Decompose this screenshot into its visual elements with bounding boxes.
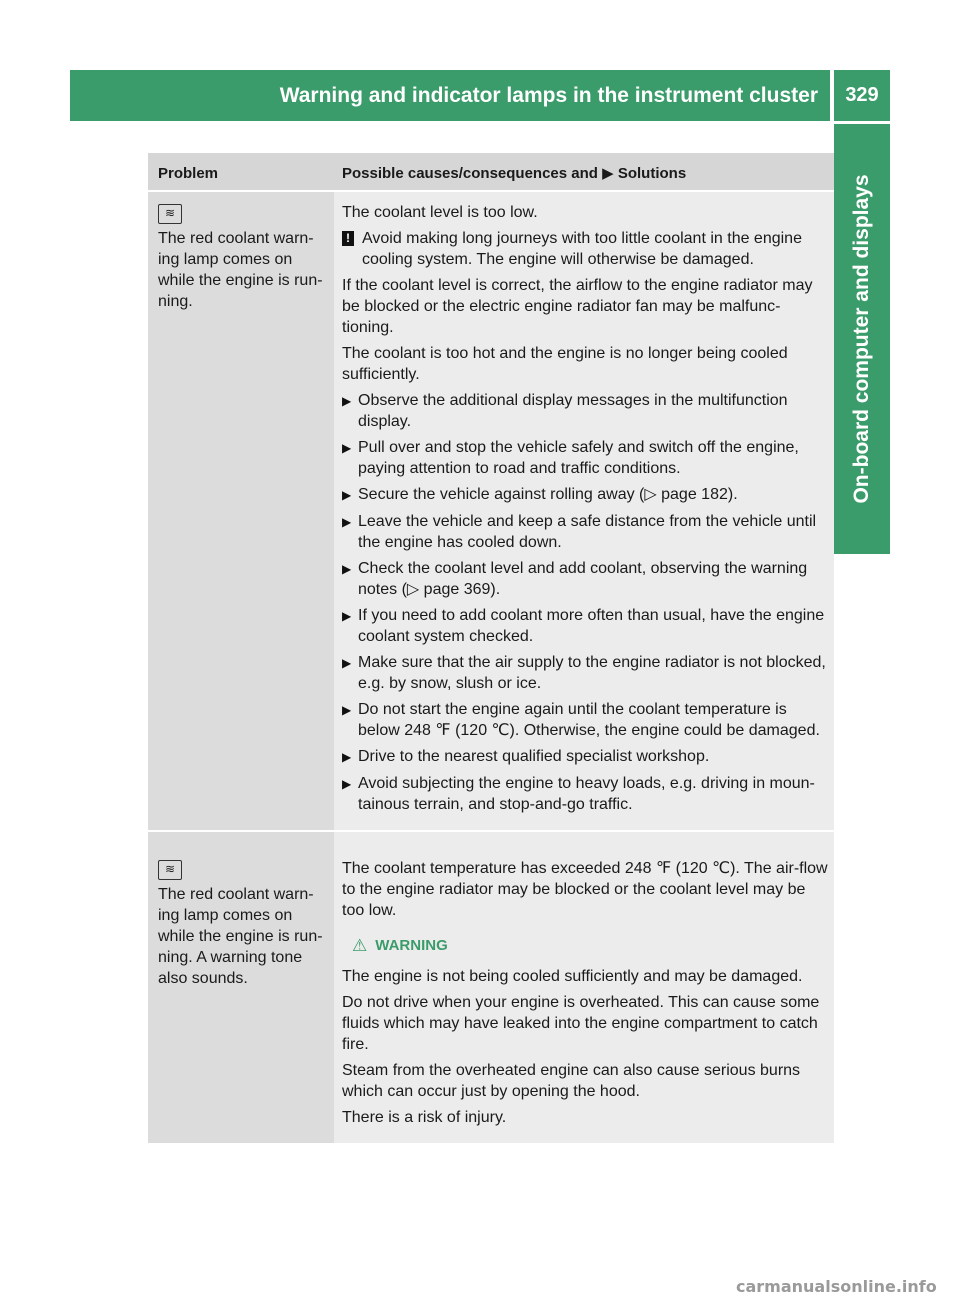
- causes-intro: The coolant temperature has exceeded 248 ℉ (120 ℃). The air-flow to the engine radiator may be blocked or the coolant level may be too low.: [342, 860, 828, 919]
- coolant-warning-icon: ≋: [158, 204, 182, 224]
- warning-paragraph: Do not drive when your engine is overheated. This can cause some fluids which may have leaked into the engine compartment to catch fire.: [342, 994, 820, 1053]
- step-item: ▶ Drive to the nearest qualified specialist workshop.: [342, 746, 828, 768]
- arrow-icon: ▶: [342, 562, 352, 576]
- header-causes: [334, 153, 834, 190]
- arrow-icon: ▶: [342, 394, 352, 408]
- step-item: ▶ Pull over and stop the vehicle safely and switch off the engine, paying attention to road and traffic conditions.: [342, 439, 799, 477]
- causes-cell: [334, 848, 834, 1143]
- section-header-bar: [70, 70, 830, 121]
- warning-paragraph: There is a risk of injury.: [342, 1109, 507, 1126]
- step-item: ▶ Make sure that the air supply to the engine radiator is not blocked, e.g. by snow, slush or ice.: [342, 654, 826, 692]
- warning-label: WARNING: [375, 937, 448, 954]
- arrow-icon: ▶: [342, 750, 352, 764]
- content-area: [148, 153, 834, 1145]
- arrow-icon: ▶: [342, 609, 352, 623]
- table-row: [148, 848, 834, 1145]
- step-item: ▶ Do not start the engine again until the coolant temperature is below 248 ℉ (120 ℃). Otherwise, the engine could be damaged.: [342, 701, 820, 739]
- problem-solution-table: [148, 153, 834, 1145]
- header-causes-label: Possible causes/consequences and: [342, 165, 603, 182]
- warning-paragraph: Steam from the overheated engine can also cause serious burns which can occur just by opening the hood.: [342, 1062, 801, 1100]
- header-solutions-label: Solutions: [617, 165, 687, 182]
- coolant-temperature-icon: ≋: [158, 860, 182, 880]
- problem-cell: [148, 192, 334, 830]
- watermark: carmanualsonline.info: [736, 1277, 937, 1296]
- step-item: ▶ Observe the additional display messages in the multifunction display.: [342, 392, 788, 430]
- table-header-row: [148, 153, 834, 192]
- cause-paragraph: The coolant is too hot and the engine is no longer being cooled sufficiently.: [342, 345, 788, 383]
- step-item: ▶ If you need to add coolant more often than usual, have the engine coolant system checked.: [342, 607, 825, 645]
- side-chapter-title: On-board computer and displays: [850, 174, 873, 504]
- causes-cell: [334, 192, 834, 830]
- arrow-icon: ▶: [602, 165, 614, 182]
- step-item: ▶ Leave the vehicle and keep a safe distance from the vehicle until the engine has cooled down.: [342, 513, 817, 551]
- problem-text: The red coolant warn-ing lamp comes on while the engine is run-ning.: [158, 230, 323, 310]
- warning-triangle-icon: ⚠: [352, 936, 368, 955]
- step-item: ▶ Check the coolant level and add coolant, observing the warning notes (▷ page 369).: [342, 560, 808, 598]
- section-title: Warning and indicator lamps in the instrument cluster: [279, 83, 818, 107]
- spacer-cell: [334, 832, 834, 848]
- arrow-icon: ▶: [342, 515, 352, 529]
- step-item: ▶ Secure the vehicle against rolling away (▷ page 182).: [342, 484, 828, 506]
- arrow-icon: ▶: [342, 441, 352, 455]
- problem-cell: [148, 848, 334, 1143]
- header-problem: Problem: [148, 153, 334, 190]
- arrow-icon: ▶: [342, 703, 352, 717]
- notice-text: Avoid making long journeys with too little coolant in the engine cooling system. The engine will otherwise be damaged.: [362, 230, 802, 268]
- spacer-cell: [148, 832, 334, 848]
- arrow-icon: ▶: [342, 656, 352, 670]
- cause-paragraph: If the coolant level is correct, the airflow to the engine radiator may be blocked or the electric engine radiator fan may be malfunc-tioning.: [342, 277, 813, 336]
- arrow-icon: ▶: [342, 488, 352, 502]
- page-number: 329: [834, 70, 890, 121]
- table-row: [148, 192, 834, 832]
- warning-heading: [342, 935, 828, 956]
- row-spacer: [148, 832, 834, 848]
- step-item: ▶ Avoid subjecting the engine to heavy loads, e.g. driving in moun-tainous terrain, and stop-and-go traffic.: [342, 775, 815, 813]
- notice-block: [342, 228, 828, 270]
- arrow-icon: ▶: [342, 777, 352, 791]
- warning-paragraph: The engine is not being cooled sufficiently and may be damaged.: [342, 968, 803, 985]
- problem-text: The red coolant warn-ing lamp comes on while the engine is run-ning. A warning tone also sounds.: [158, 886, 323, 987]
- exclamation-icon: !: [342, 231, 354, 246]
- causes-intro: The coolant level is too low.: [342, 204, 538, 221]
